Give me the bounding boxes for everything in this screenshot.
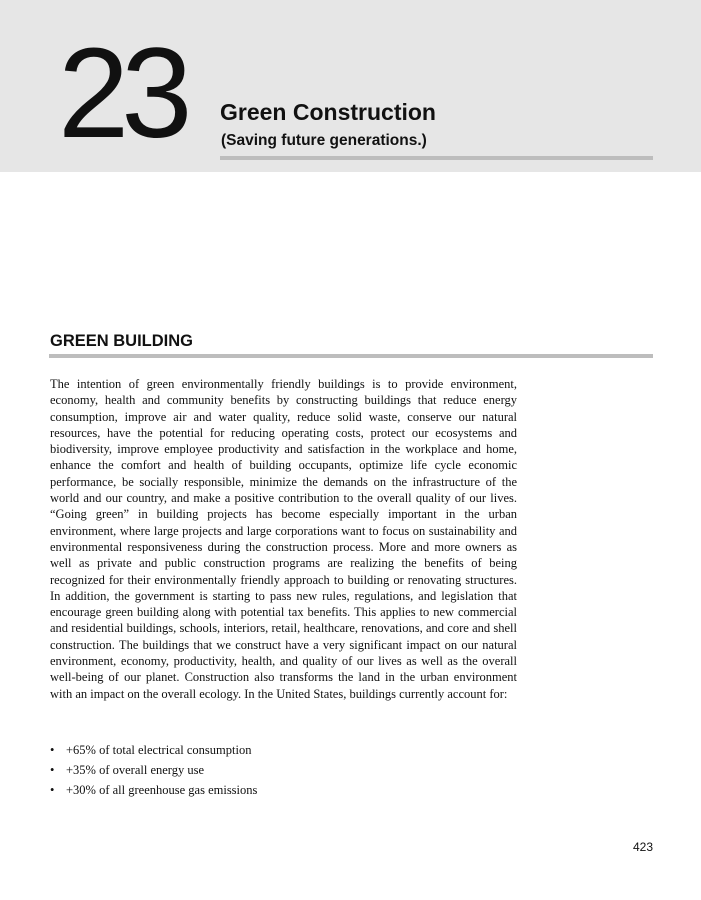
list-item-text: +35% of overall energy use xyxy=(66,763,205,777)
bullet-list xyxy=(50,740,517,800)
chapter-title-rule xyxy=(220,156,653,160)
list-item xyxy=(50,740,517,760)
chapter-subtitle: (Saving future generations.) xyxy=(221,132,427,149)
chapter-title: Green Construction xyxy=(220,99,436,125)
section-rule xyxy=(49,354,653,358)
page-number: 423 xyxy=(632,840,653,854)
section-heading: GREEN BUILDING xyxy=(50,332,194,350)
chapter-number: 23 xyxy=(58,22,185,165)
list-item xyxy=(50,780,517,800)
list-item-text: +30% of all greenhouse gas emissions xyxy=(66,783,258,797)
bullet-icon: • xyxy=(50,743,55,757)
body-paragraph: The intention of green environmentally friendly buildings is to provide environment, economy, health and community benefits by constructing buildings that reduce energy consumption, improve air and water quality, reduce solid waste, conserve our natural resources, have the potential for reducing operating costs, protect our ecosystems and biodiversity, improve employee productivity and satisfaction in the workplace and home, enhance the comfort and health of building occupants, optimize life cycle economic performance, be socially responsible, minimize the demands on the infrastructure of the world and our country, and make a positive contribution to the overall quality of our lives. “Going green” in building projects has become especially important in the urban environment, where large projects and large corporations want to focus on sustainability and environmental responsiveness during the construction process. More and more owners as well as private and public construction programs are realizing the benefits of being recognized for their environmentally friendly approach to building or renovating structures. In addition, the government is starting to pass new rules, regulations, and legislation that encourage green building along with potential tax benefits. This applies to new commercial and residential buildings, schools, interiors, retail, healthcare, renovations, and core and shell construction. The buildings that we construct have a very significant impact on our natural environment, economy, productivity, health, and quality of our lives as well as the overall well-being of our planet. Construction also transforms the land in the urban environment with an impact on the overall ecology. In the United States, buildings currently account for: xyxy=(50,377,517,701)
list-item xyxy=(50,760,517,780)
bullet-icon: • xyxy=(50,783,55,797)
bullet-icon: • xyxy=(50,763,55,777)
list-item-text: +65% of total electrical consumption xyxy=(66,743,252,757)
